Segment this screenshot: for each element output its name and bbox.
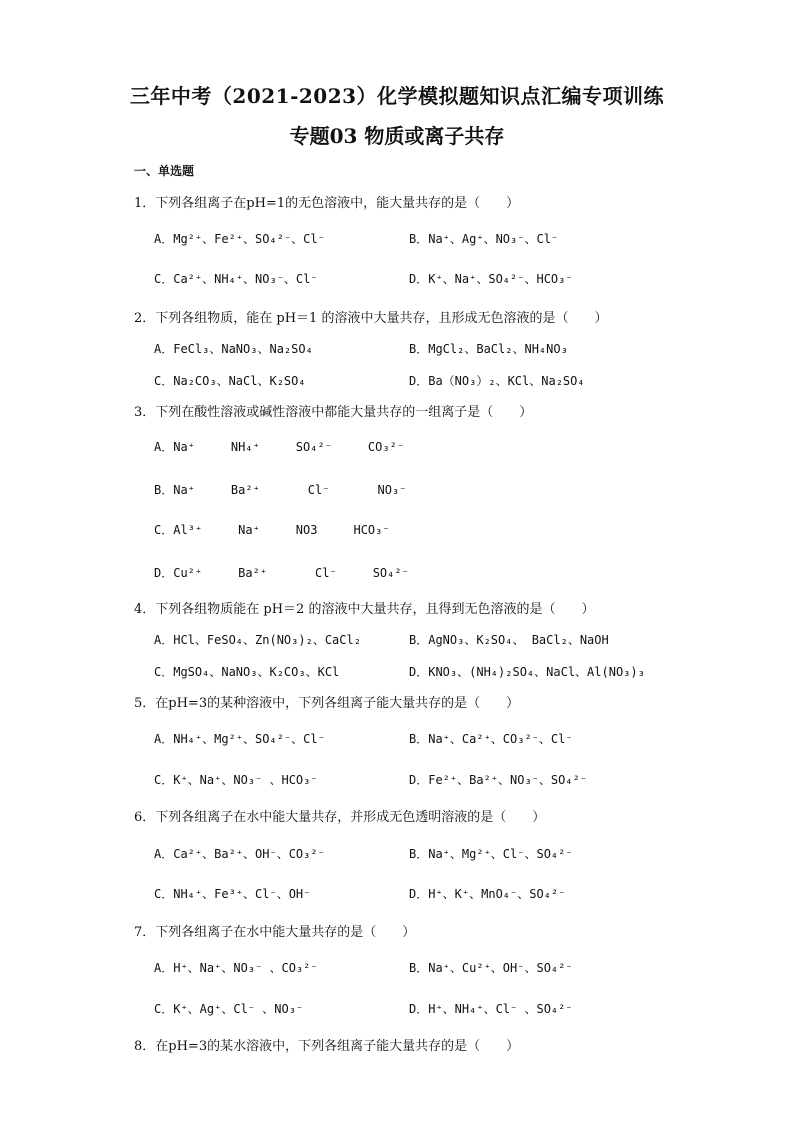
question-5-option-c: C．K⁺、Na⁺、NO₃⁻ 、HCO₃⁻ — [154, 773, 318, 787]
question-4-stem: 4．下列各组物质能在 pH＝2 的溶液中大量共存，且得到无色溶液的是（ ） — [134, 602, 595, 617]
question-2-option-a: A．FeCl₃、NaNO₃、Na₂SO₄ — [154, 342, 313, 356]
question-2-option-b: B．MgCl₂、BaCl₂、NH₄NO₃ — [409, 342, 568, 356]
question-8-stem: 8．在pH=3的某水溶液中，下列各组离子能大量共存的是（ ） — [134, 1039, 520, 1054]
question-3-option-b: B．Na⁺ Ba²⁺ Cl⁻ NO₃⁻ — [154, 483, 407, 497]
question-2-option-d: D．Ba（NO₃）₂、KCl、Na₂SO₄ — [409, 374, 585, 388]
question-1-stem: 1．下列各组离子在pH=1的无色溶液中，能大量共存的是（ ） — [134, 196, 520, 211]
document-subtitle: 专题03 物质或离子共存 — [289, 124, 505, 148]
question-2-stem: 2．下列各组物质，能在 pH＝1 的溶液中大量共存，且形成无色溶液的是（ ） — [134, 311, 608, 326]
question-7-stem: 7．下列各组离子在水中能大量共存的是（ ） — [134, 925, 416, 940]
question-1-option-b: B．Na⁺、Ag⁺、NO₃⁻、Cl⁻ — [409, 232, 559, 246]
document-title: 三年中考（2021-2023）化学模拟题知识点汇编专项训练 — [129, 84, 665, 108]
question-5-option-d: D．Fe²⁺、Ba²⁺、NO₃⁻、SO₄²⁻ — [409, 773, 588, 787]
question-3-option-c: C．Al³⁺ Na⁺ NO3 HCO₃⁻ — [154, 523, 390, 537]
question-4-option-a: A．HCl、FeSO₄、Zn(NO₃)₂、CaCl₂ — [154, 633, 361, 647]
question-1-option-a: A．Mg²⁺、Fe²⁺、SO₄²⁻、Cl⁻ — [154, 232, 325, 246]
question-6-option-d: D．H⁺、K⁺、MnO₄⁻、SO₄²⁻ — [409, 887, 566, 901]
question-3-stem: 3．下列在酸性溶液或碱性溶液中都能大量共存的一组离子是（ ） — [134, 405, 533, 420]
question-7-option-a: A．H⁺、Na⁺、NO₃⁻ 、CO₃²⁻ — [154, 961, 318, 975]
question-7-option-b: B．Na⁺、Cu²⁺、OH⁻、SO₄²⁻ — [409, 961, 573, 975]
question-5-option-b: B．Na⁺、Ca²⁺、CO₃²⁻、Cl⁻ — [409, 732, 573, 746]
question-5-option-a: A．NH₄⁺、Mg²⁺、SO₄²⁻、Cl⁻ — [154, 732, 325, 746]
question-2-option-c: C．Na₂CO₃、NaCl、K₂SO₄ — [154, 374, 306, 388]
question-6-option-c: C．NH₄⁺、Fe³⁺、Cl⁻、OH⁻ — [154, 887, 311, 901]
question-7-option-c: C．K⁺、Ag⁺、Cl⁻ 、NO₃⁻ — [154, 1002, 304, 1016]
question-4-option-d: D．KNO₃、(NH₄)₂SO₄、NaCl、Al(NO₃)₃ — [409, 665, 645, 679]
question-6-stem: 6．下列各组离子在水中能大量共存，并形成无色透明溶液的是（ ） — [134, 810, 546, 825]
question-6-option-b: B．Na⁺、Mg²⁺、Cl⁻、SO₄²⁻ — [409, 847, 573, 861]
section-heading: 一、单选题 — [134, 164, 195, 178]
question-1-option-d: D．K⁺、Na⁺、SO₄²⁻、HCO₃⁻ — [409, 272, 573, 286]
question-7-option-d: D．H⁺、NH₄⁺、Cl⁻ 、SO₄²⁻ — [409, 1002, 573, 1016]
question-3-option-d: D．Cu²⁺ Ba²⁺ Cl⁻ SO₄²⁻ — [154, 566, 409, 580]
question-3-option-a: A．Na⁺ NH₄⁺ SO₄²⁻ CO₃²⁻ — [154, 440, 405, 454]
question-5-stem: 5．在pH=3的某种溶液中，下列各组离子能大量共存的是（ ） — [134, 696, 520, 711]
question-6-option-a: A．Ca²⁺、Ba²⁺、OH⁻、CO₃²⁻ — [154, 847, 325, 861]
question-4-option-b: B．AgNO₃、K₂SO₄、 BaCl₂、NaOH — [409, 633, 609, 647]
question-4-option-c: C．MgSO₄、NaNO₃、K₂CO₃、KCl — [154, 665, 340, 679]
question-1-option-c: C．Ca²⁺、NH₄⁺、NO₃⁻、Cl⁻ — [154, 272, 318, 286]
